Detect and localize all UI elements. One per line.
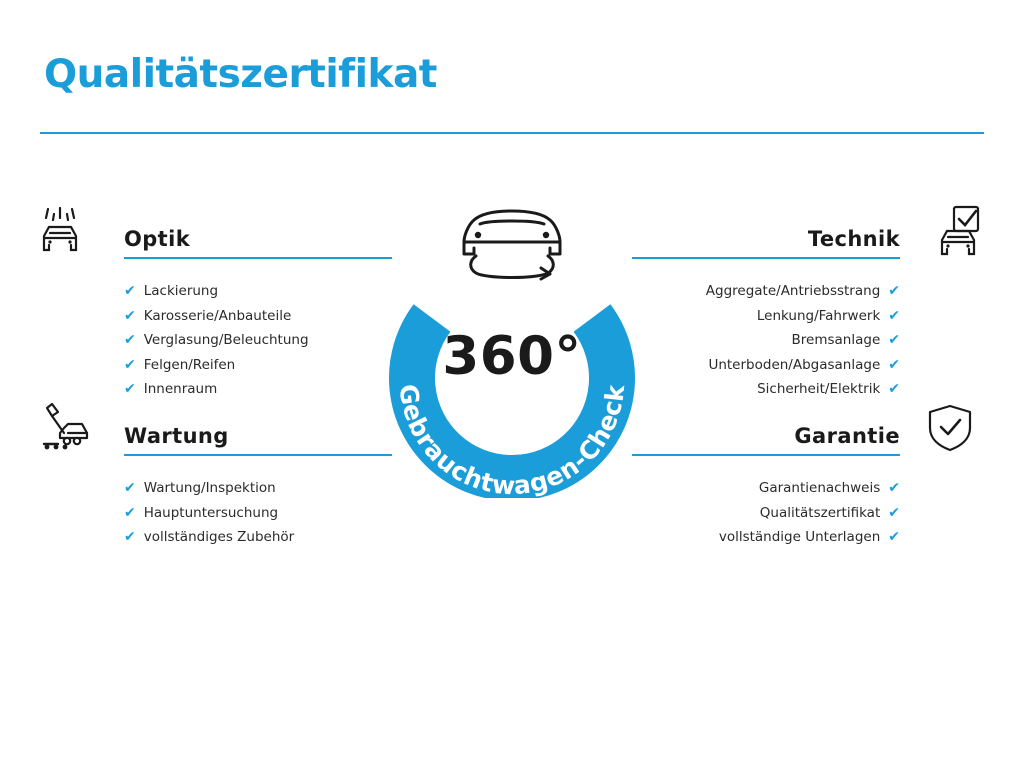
list-item-label: Bremsanlage (791, 332, 881, 348)
quadrant-header (30, 402, 400, 464)
list-item (30, 328, 400, 353)
list-item-label: vollständige Unterlagen (718, 529, 881, 545)
check-icon: ✔ (124, 283, 136, 300)
list-item (624, 525, 994, 550)
list-item (30, 304, 400, 329)
list-item (30, 279, 400, 304)
list-item (624, 501, 994, 526)
center-badge (370, 198, 654, 498)
check-icon: ✔ (124, 307, 136, 324)
list-item (30, 377, 400, 402)
quadrant-title: Technik (807, 227, 900, 251)
check-icon: ✔ (124, 480, 136, 497)
quadrant-header (30, 205, 400, 267)
list-item-label: Wartung/Inspektion (143, 480, 276, 496)
quadrant-divider (632, 257, 900, 259)
quadrant-divider (124, 454, 392, 456)
car-wash-icon (38, 205, 110, 263)
check-icon: ✔ (888, 529, 900, 546)
quadrant-garantie (624, 402, 994, 550)
quadrant-wartung (30, 402, 400, 550)
list-item (624, 304, 994, 329)
list-item-label: Lenkung/Fahrwerk (756, 307, 881, 324)
car-lift-icon (38, 402, 110, 460)
check-icon: ✔ (888, 307, 900, 324)
quadrant-technik (624, 205, 994, 402)
check-icon: ✔ (124, 504, 136, 521)
quadrant-list (624, 476, 994, 550)
list-item-label: Felgen/Reifen (143, 356, 236, 373)
list-item-label: Unterboden/Abgasanlage (708, 356, 881, 373)
quadrant-header (624, 205, 994, 267)
page-title: Qualitätszertifikat (44, 52, 437, 97)
check-icon: ✔ (124, 381, 136, 398)
list-item (30, 501, 400, 526)
check-icon: ✔ (888, 356, 900, 373)
shield-check-icon (914, 402, 986, 460)
title-divider (40, 132, 984, 134)
list-item-label: Karosserie/Anbauteile (143, 307, 292, 324)
car-check-icon (914, 205, 986, 263)
svg-text:Gebrauchtwagen-Check (394, 382, 631, 498)
quadrant-list (30, 476, 400, 550)
list-item-label: Lackierung (143, 283, 219, 299)
check-icon: ✔ (124, 332, 136, 349)
ring-number: 360° (442, 326, 582, 387)
list-item (30, 353, 400, 378)
list-item-label: Garantienachweis (758, 480, 881, 496)
quadrant-title: Wartung (124, 424, 229, 448)
list-item (624, 279, 994, 304)
list-item-label: vollständiges Zubehör (143, 529, 295, 545)
list-item (30, 476, 400, 501)
quadrant-title: Garantie (794, 424, 900, 448)
quadrant-title: Optik (124, 227, 191, 251)
check-icon: ✔ (124, 356, 136, 373)
curved-label-text: Gebrauchtwagen-Check (393, 382, 631, 498)
check-icon: ✔ (888, 283, 900, 300)
quadrant-divider (632, 454, 900, 456)
list-item-label: Sicherheit/Elektrik (757, 381, 881, 397)
check-icon: ✔ (888, 480, 900, 497)
list-item (624, 377, 994, 402)
check-icon: ✔ (888, 504, 900, 521)
check-icon: ✔ (888, 381, 900, 398)
list-item-label: Aggregate/Antriebsstrang (705, 283, 881, 299)
quadrant-list (30, 279, 400, 402)
list-item (624, 476, 994, 501)
check-icon: ✔ (124, 529, 136, 546)
quadrant-list (624, 279, 994, 402)
list-item (30, 525, 400, 550)
list-item (624, 353, 994, 378)
quadrant-header (624, 402, 994, 464)
quadrant-divider (124, 257, 392, 259)
check-icon: ✔ (888, 332, 900, 349)
quadrant-optik (30, 205, 400, 402)
list-item (624, 328, 994, 353)
list-item-label: Hauptuntersuchung (143, 504, 279, 521)
list-item-label: Innenraum (143, 381, 218, 397)
list-item-label: Verglasung/Beleuchtung (143, 332, 309, 348)
list-item-label: Qualitätszertifikat (759, 504, 881, 521)
